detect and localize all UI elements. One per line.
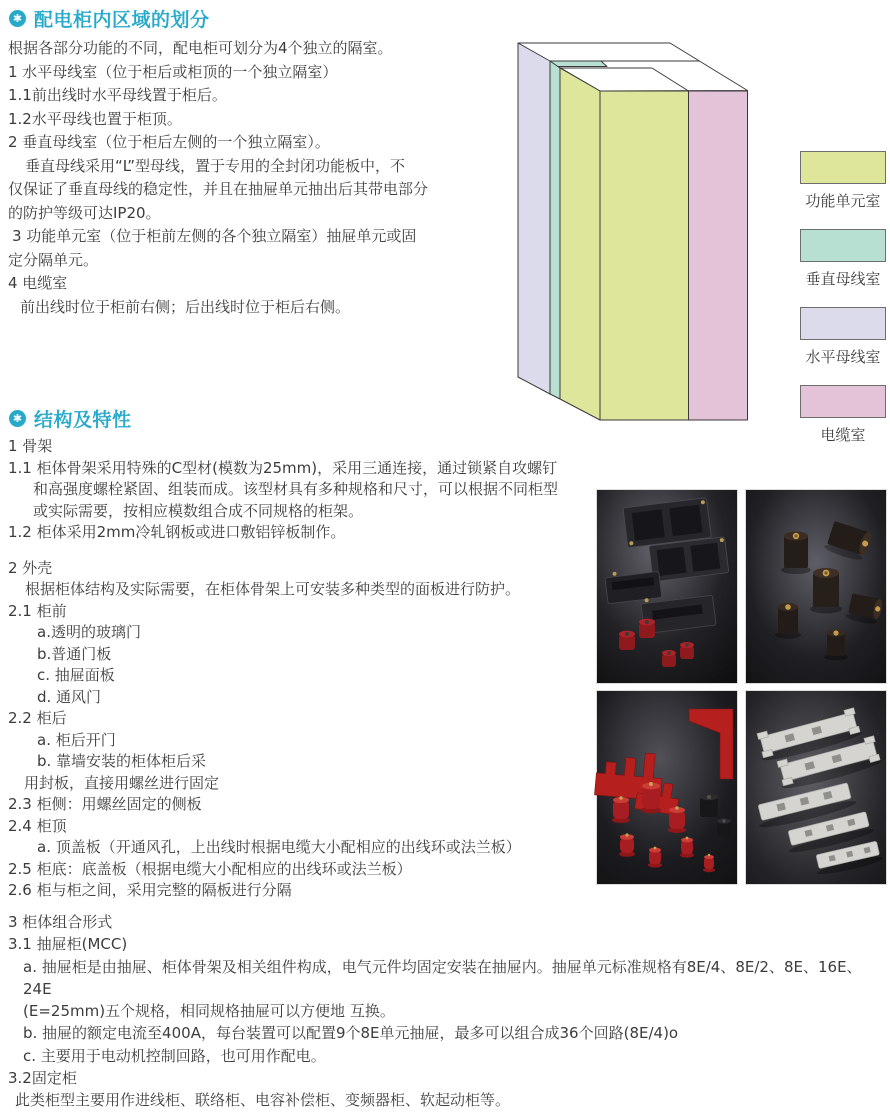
text-line: c. 主要用于电动机控制回路，也可用作配电。	[23, 1046, 326, 1065]
text-line: 用封板，直接用螺丝进行固定	[24, 773, 220, 792]
text-line: 1.1前出线时水平母线置于柜后。	[8, 86, 227, 104]
text-line: 定分隔单元。	[8, 250, 99, 269]
legend-item	[800, 151, 886, 211]
horizontal-busbar-room-face	[518, 43, 550, 394]
text-line: d. 通风门	[37, 687, 102, 706]
section1-title: 配电柜内区域的划分	[34, 9, 210, 31]
text-line: (E=25mm)五个规格，相同规格抽屉可以方便地 互换。	[23, 1002, 395, 1021]
gray-busbar-clamp-frames-photo	[745, 690, 887, 885]
text-line: a. 抽屉柜是由抽屉、柜体骨架及相关组件构成，电气元件均固定安装在抽屉内。抽屉单元标准规格有8E/4、8E/2、8E、16E、24E	[23, 957, 862, 998]
vertical-busbar-room-face	[550, 61, 560, 399]
legend-item	[800, 229, 886, 289]
star-circle-icon	[9, 410, 26, 427]
legend-label: 垂直母线室	[805, 270, 881, 288]
text-line: a.透明的玻璃门	[37, 623, 141, 641]
text-line: b. 抽屉的额定电流至400A，每台装置可以配置9个8E单元抽屉，最多可以组合成36个回路(8E/4)o	[23, 1024, 679, 1043]
text-line: 前出线时位于柜前右侧；后出线时位于柜后右侧。	[20, 297, 351, 316]
legend-swatch-vertical-busbar	[800, 229, 886, 262]
text-line: 2 外壳	[8, 558, 53, 577]
text-line: 3 柜体组合形式	[8, 913, 113, 931]
cable-room-front-face	[689, 91, 748, 420]
text-line: 2.3 柜侧：用螺丝固定的侧板	[8, 795, 202, 813]
legend-label: 水平母线室	[805, 348, 881, 366]
function-unit-room-side-face	[560, 68, 600, 420]
text-line: a. 柜后开门	[37, 730, 116, 749]
text-line: 和高强度螺栓紧固、组装而成。该型材具有多种规格和尺寸，可以根据不同柜型	[33, 480, 559, 498]
text-line: 3.2固定柜	[8, 1069, 77, 1088]
text-line: b.普通门板	[37, 644, 112, 663]
cabinet-compartment-3d-diagram	[450, 30, 760, 430]
text-line: 仅保证了垂直母线的稳定性，并且在抽屉单元抽出后其带电部分	[8, 180, 429, 198]
text-line: 2 垂直母线室（位于柜后左侧的一个独立隔室）。	[8, 133, 330, 151]
red-busbar-supports-photo	[596, 690, 738, 885]
text-line: c. 抽屉面板	[37, 666, 115, 684]
text-line: 2.4 柜顶	[8, 816, 67, 835]
text-line: 根据柜体结构及实际需要，在柜体骨架上可安装多种类型的面板进行防护。	[25, 580, 521, 598]
text-line: 2.2 柜后	[8, 709, 67, 727]
section1-header	[9, 5, 210, 32]
legend-swatch-cable-room	[800, 385, 886, 418]
legend-item	[800, 307, 886, 367]
cylindrical-standoff-insulators-photo	[745, 489, 887, 684]
text-line: 1 水平母线室（位于柜后或柜顶的一个独立隔室）	[8, 62, 338, 81]
busbar-mounting-plates-photo	[596, 489, 738, 684]
function-unit-room-front-face	[600, 91, 689, 420]
text-line: 1.1 柜体骨架采用特殊的C型材(模数为25mm)，采用三通连接，通过锁紧自攻螺钉	[8, 458, 558, 477]
section2-header	[9, 405, 132, 432]
text-line: b. 靠墙安装的柜体柜后采	[37, 752, 207, 770]
text-line: 此类柜型主要用作进线柜、联络柜、电容补偿柜、变频器柜、软起动柜等。	[15, 1091, 511, 1110]
text-line: 的防护等级可达IP20。	[8, 203, 161, 222]
section3-text	[8, 911, 886, 1112]
text-line: 1.2水平母线也置于柜顶。	[8, 109, 182, 128]
text-line: 或实际需要，按相应模数组合成不同规格的柜架。	[33, 501, 364, 520]
legend-label: 功能单元室	[805, 192, 881, 210]
text-line: 根据各部分功能的不同，配电柜可划分为4个独立的隔室。	[8, 39, 393, 57]
text-line: 1.2 柜体采用2mm冷轧钢板或进口敷铝锌板制作。	[8, 523, 346, 541]
text-line: 2.6 柜与柜之间，采用完整的隔板进行分隔	[8, 881, 292, 899]
section2-title: 结构及特性	[34, 409, 132, 431]
text-line: a. 顶盖板（开通风孔，上出线时根据电缆大小配相应的出线环或法兰板）	[37, 838, 521, 856]
text-line: 3 功能单元室（位于柜前左侧的各个独立隔室）抽屉单元或固	[12, 227, 417, 245]
legend-swatch-function-unit	[800, 151, 886, 184]
text-line: 垂直母线采用“L”型母线，置于专用的全封闭功能板中，不	[25, 156, 405, 175]
legend-label: 电缆室	[820, 426, 866, 444]
section1-text	[8, 37, 523, 319]
legend-swatch-horizontal-busbar	[800, 307, 886, 340]
text-line: 2.1 柜前	[8, 601, 67, 620]
star-circle-icon	[9, 10, 26, 27]
text-line: 2.5 柜底：底盖板（根据电缆大小配相应的出线环或法兰板）	[8, 859, 412, 878]
text-line: 3.1 抽屉柜(MCC)	[8, 935, 128, 954]
text-line: 1 骨架	[8, 437, 53, 455]
vertical-busbar-top-strip	[550, 61, 607, 67]
text-line: 4 电缆室	[8, 274, 68, 292]
